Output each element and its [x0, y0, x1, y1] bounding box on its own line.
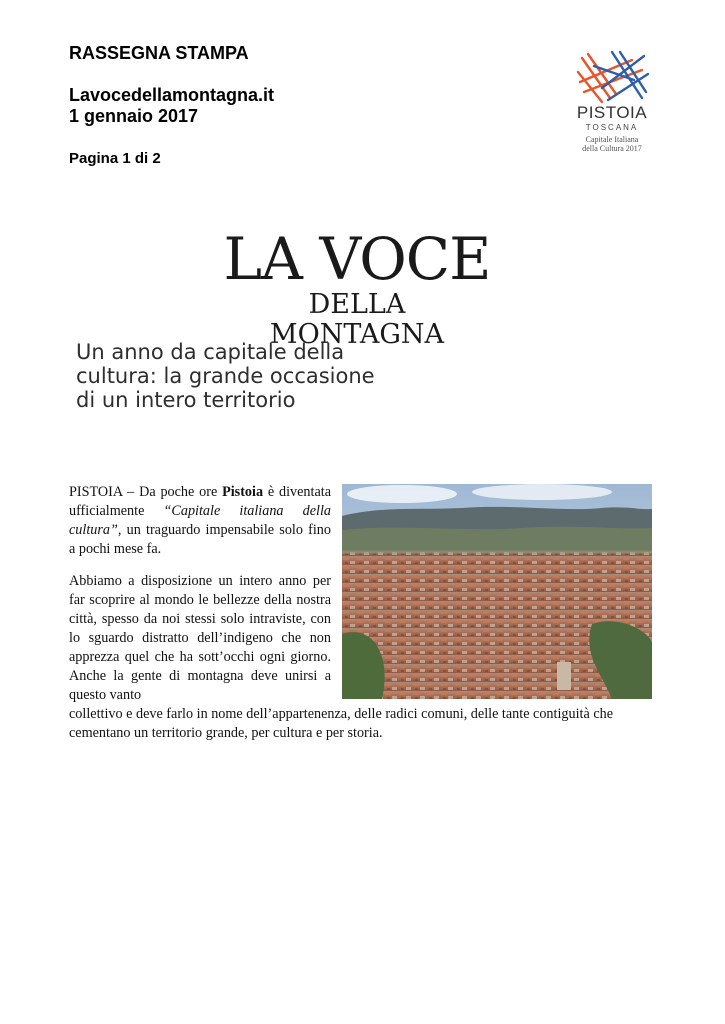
p1-italic-title: “Capitale italiana della cultura” — [69, 503, 331, 538]
article-paragraph-1 — [69, 483, 331, 559]
logo-region: TOSCANA — [585, 123, 639, 132]
masthead-line2: DELLA MONTAGNA — [269, 289, 445, 350]
logo-caption-line2: della Cultura 2017 — [582, 144, 642, 153]
article-headline — [76, 340, 396, 412]
logo-caption — [572, 135, 652, 153]
source-name: Lavocedellamontagna.it — [69, 85, 275, 105]
headline-line2: cultura: la grande occasione — [76, 364, 375, 388]
publication-date: 1 gennaio 2017 — [69, 106, 199, 126]
source-and-date — [69, 85, 274, 127]
pistoia-aerial-photo — [342, 484, 652, 699]
logo-caption-line1: Capitale Italiana — [585, 135, 639, 144]
article-paragraph-2-continued: collettivo e deve farlo in nome dell’appartenenza, delle radici comuni, delle tante contiguità che cementano un territorio grande, per cultura e per storia. — [69, 706, 614, 741]
pistoia-capitale-logo — [572, 48, 652, 168]
p1-start: PISTOIA – Da poche ore — [69, 484, 223, 500]
p1-bold-city: Pistoia — [222, 484, 264, 500]
logo-city: PISTOIA — [576, 103, 648, 122]
p1-end: , un traguardo impensabile solo fino a pochi mese fa. — [69, 522, 331, 557]
headline-line1: Un anno da capitale della — [76, 340, 345, 364]
p1-mid: è diventata ufficialmente — [69, 484, 331, 519]
article-paragraph-2: Abbiamo a disposizione un intero anno per far scoprire al mondo le bellezze della nostra città, spesso da noi stessi solo intraviste, con lo sguardo distratto dell’indigeno che non apprezza quel che ha sott’occhi ogni giorno. Anche la gente di montagna deve unirsi a questo vanto — [69, 573, 331, 703]
press-review-title: RASSEGNA STAMPA — [69, 43, 249, 63]
page-number: Pagina 1 di 2 — [69, 150, 161, 167]
logo-mark-icon — [572, 48, 652, 104]
headline-line3: di un intero territorio — [76, 388, 296, 412]
newspaper-masthead — [222, 225, 492, 350]
masthead-line1: LA VOCE — [223, 225, 491, 293]
